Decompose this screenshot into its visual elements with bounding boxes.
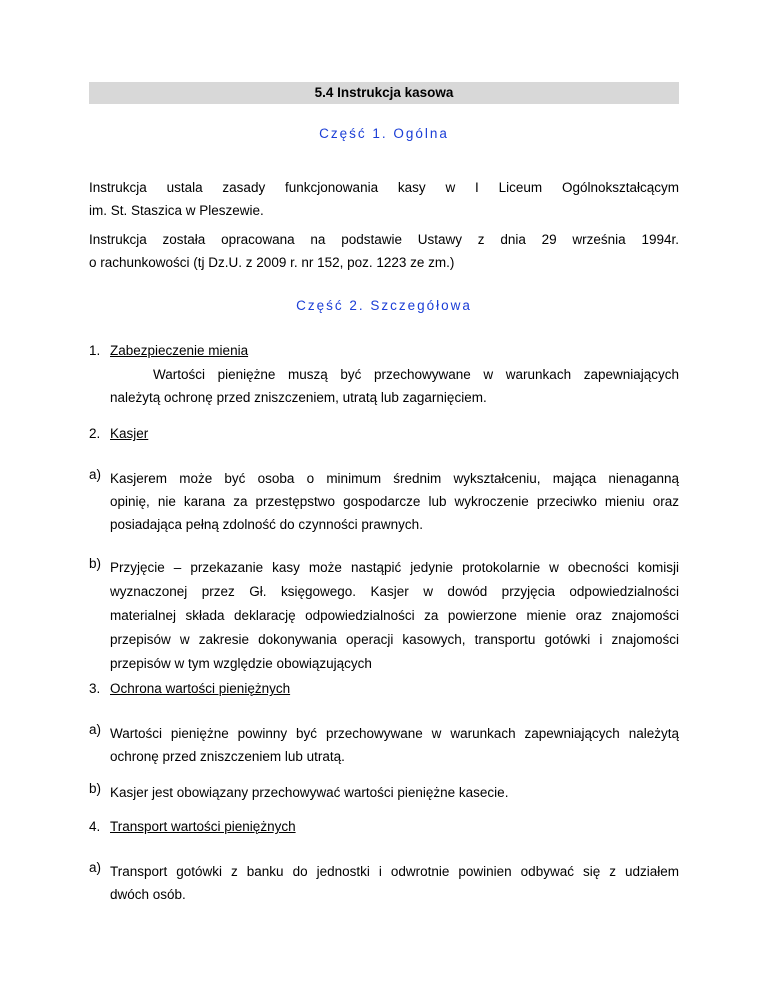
list-letter: a) <box>89 467 102 482</box>
section-3b-body <box>110 781 679 804</box>
section-2a-body <box>110 467 679 536</box>
paragraph-line: o rachunkowości (tj Dz.U. z 2009 r. nr 152, poz. 1223 ze zm.) <box>89 255 455 270</box>
paragraph-line: przepisów w zakresie dokonywania operacji kasowych, transportu gotówki i znajomości <box>110 632 679 647</box>
paragraph-line: opinię, nie karana za przestępstwo gospodarcze lub wykroczenie przeciwko mieniu oraz <box>110 494 679 509</box>
list-letter: a) <box>89 860 102 875</box>
part1-paragraph-2 <box>89 228 679 274</box>
part1-heading: Część 1. Ogólna <box>319 126 449 141</box>
paragraph-line: przepisów w tym względzie obowiązujących <box>110 656 372 671</box>
section-number: 2. <box>89 426 101 441</box>
section-1-body <box>110 363 679 409</box>
section-number: 1. <box>89 343 101 358</box>
list-letter: b) <box>89 556 102 571</box>
section-2b-body <box>110 556 679 676</box>
paragraph-line: Instrukcja została opracowana na podstawie Ustawy z dnia 29 września 1994r. <box>89 232 679 247</box>
section-title: Kasjer <box>110 426 149 441</box>
section-title: Ochrona wartości pieniężnych <box>110 681 291 696</box>
paragraph-line: materialnej składa deklarację odpowiedzialności za powierzone mienie oraz znajomości <box>110 608 679 623</box>
paragraph-line: Kasjerem może być osoba o minimum średnim wykształceniu, mająca nienaganną <box>110 471 679 486</box>
section-title: Zabezpieczenie mienia <box>110 343 249 358</box>
paragraph-line: posiadająca pełną zdolność do czynności prawnych. <box>110 517 423 532</box>
paragraph-line: Instrukcja ustala zasady funkcjonowania kasy w I Liceum Ogólnokształcącym <box>89 180 679 195</box>
paragraph-line: należytą ochronę przed zniszczeniem, utratą lub zagarnięciem. <box>110 390 487 405</box>
section-number: 4. <box>89 819 101 834</box>
paragraph-line: ochronę przed zniszczeniem lub utratą. <box>110 749 345 764</box>
list-letter: a) <box>89 722 102 737</box>
paragraph-line: im. St. Staszica w Pleszewie. <box>89 203 264 218</box>
paragraph-line: dwóch osób. <box>110 887 186 902</box>
section-number: 3. <box>89 681 101 696</box>
list-letter: b) <box>89 781 102 796</box>
section-3a-body <box>110 722 679 768</box>
section-4a-body <box>110 860 679 906</box>
paragraph-line: Wartości pieniężne muszą być przechowywane w warunkach zapewniających <box>153 367 679 382</box>
part2-heading: Część 2. Szczegółowa <box>296 298 472 313</box>
paragraph-line: Przyjęcie – przekazanie kasy może nastąpić jedynie protokolarnie w obecności komisji <box>110 560 679 575</box>
paragraph-line: Kasjer jest obowiązany przechowywać wartości pieniężne kasecie. <box>110 785 509 800</box>
section-title: Transport wartości pieniężnych <box>110 819 296 834</box>
paragraph-line: wyznaczonej przez Gł. księgowego. Kasjer w dowód przyjęcia odpowiedzialności <box>110 584 679 599</box>
part1-paragraph-1 <box>89 176 679 222</box>
paragraph-line: Transport gotówki z banku do jednostki i odwrotnie powinien odbywać się z udziałem <box>110 864 679 879</box>
paragraph-line: Wartości pieniężne powinny być przechowywane w warunkach zapewniających należytą <box>110 726 679 741</box>
document-title: 5.4 Instrukcja kasowa <box>89 82 679 104</box>
